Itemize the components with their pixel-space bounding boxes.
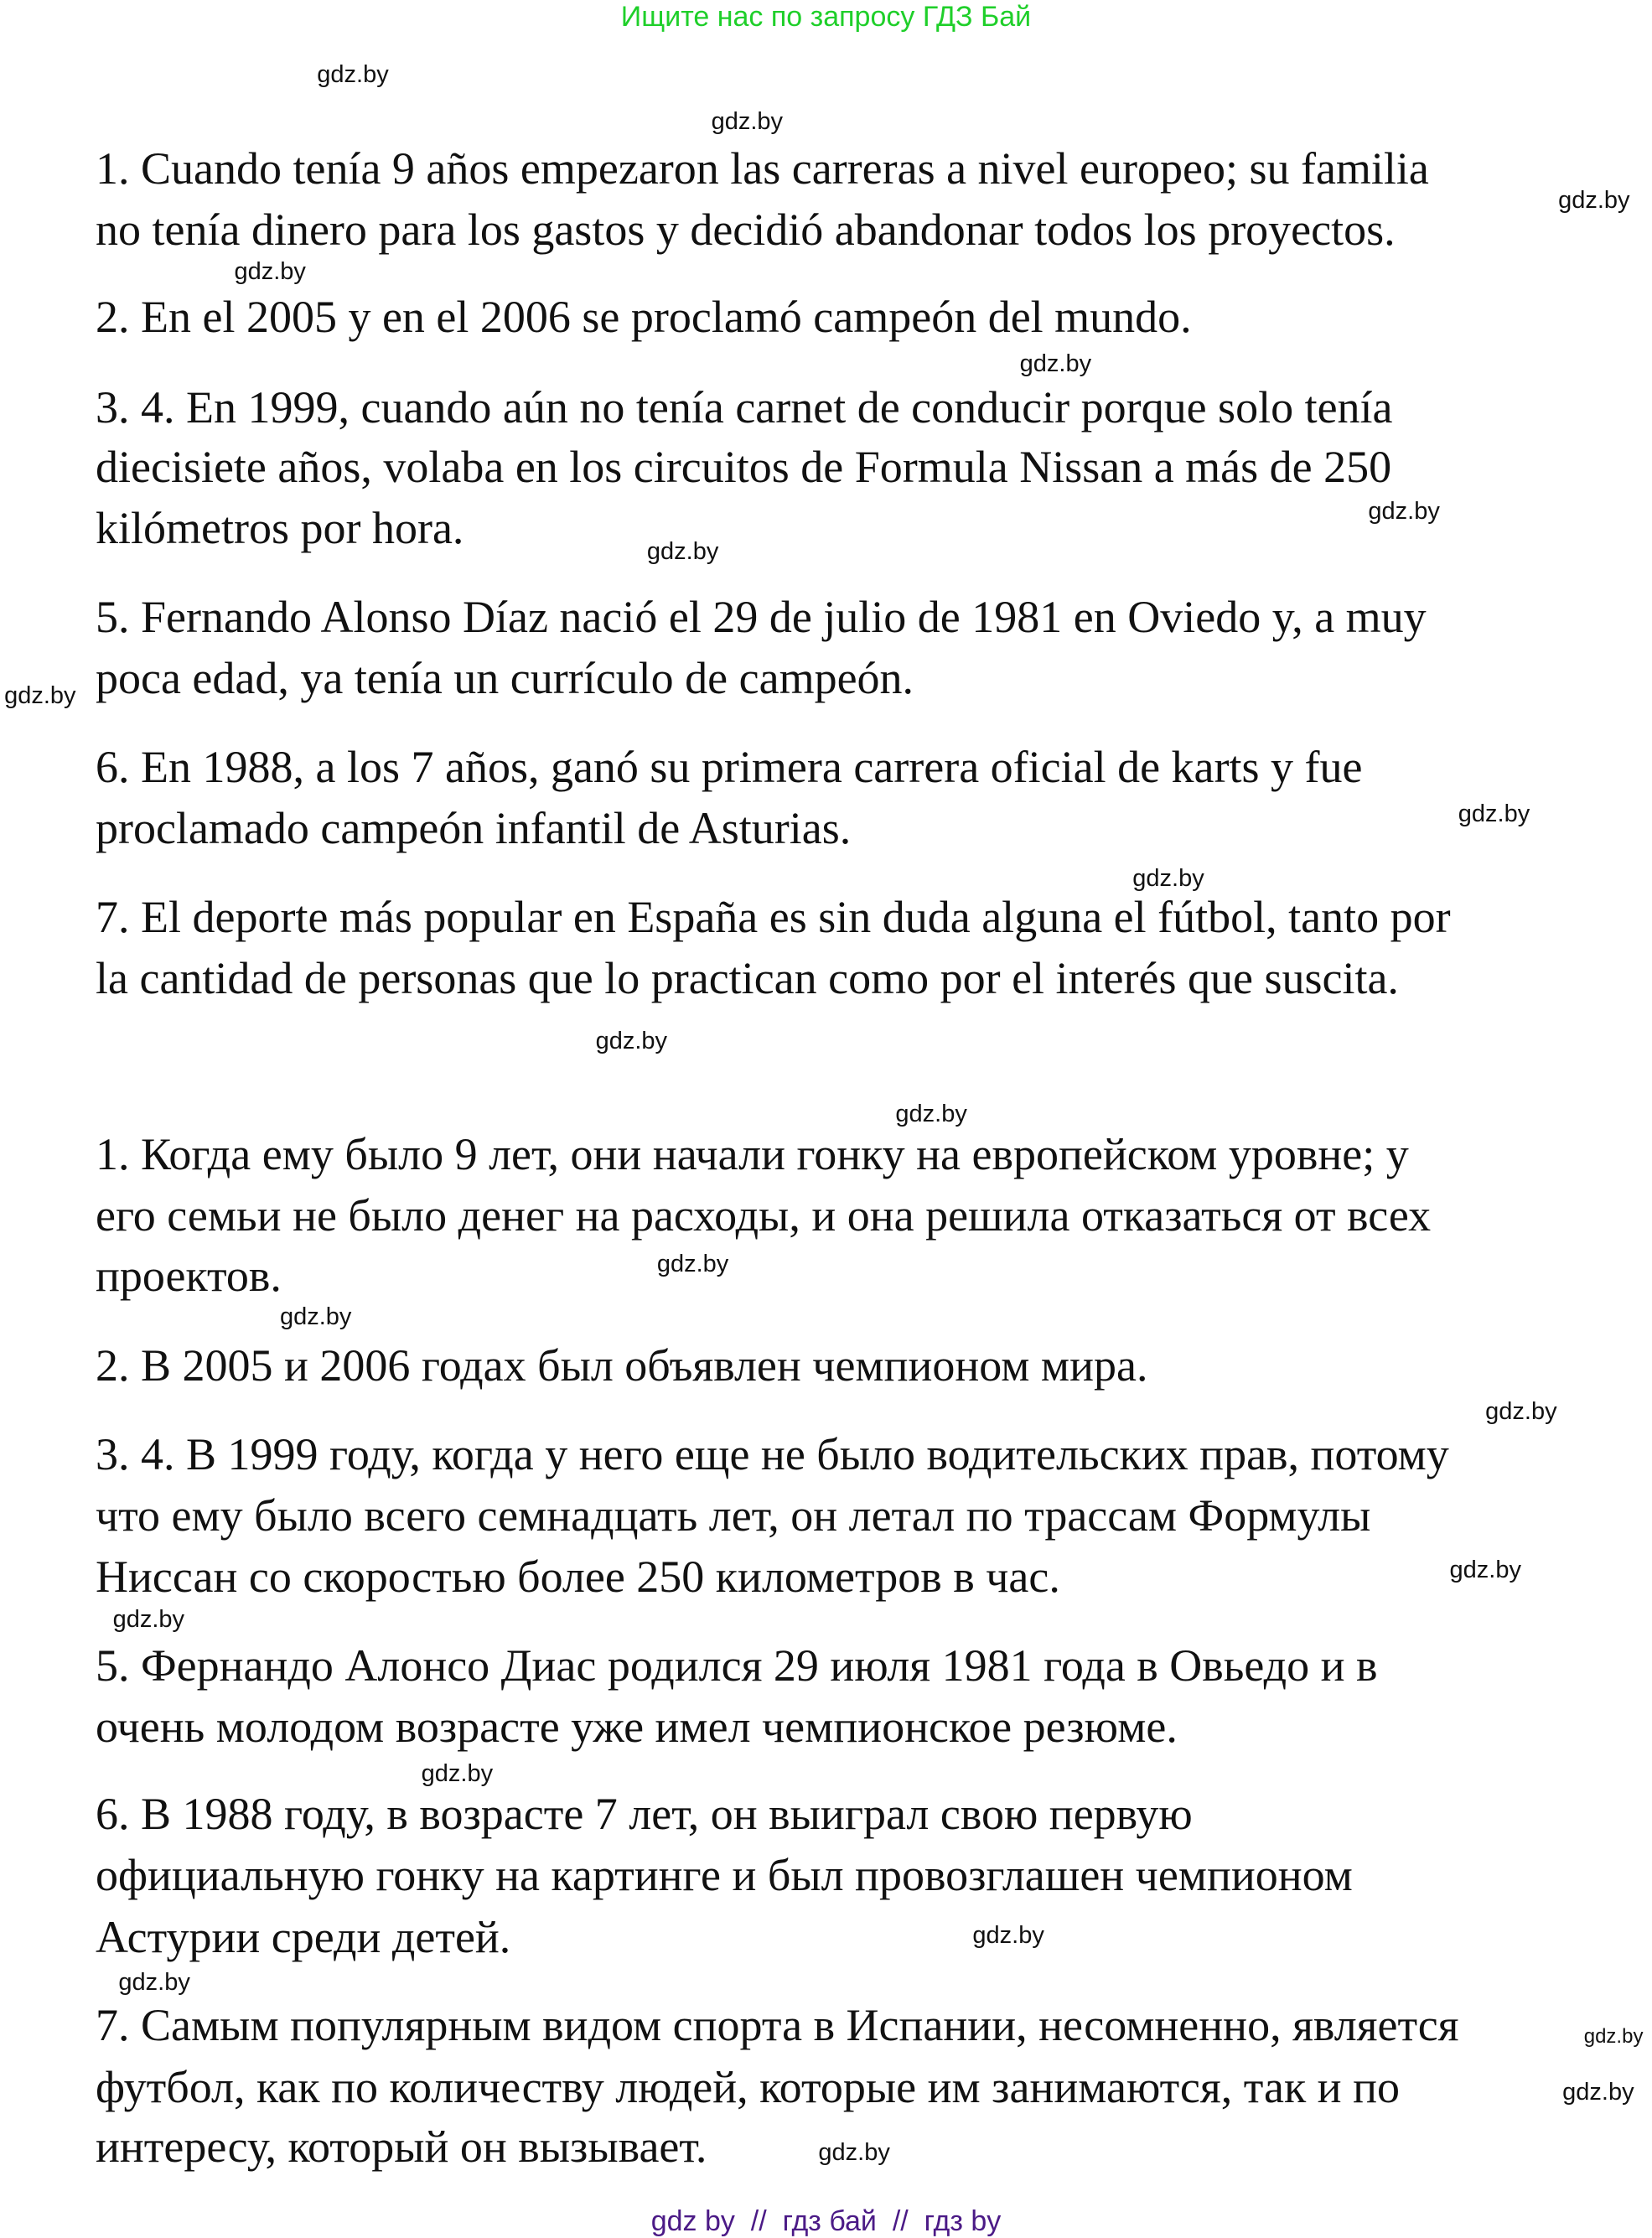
watermark: gdz.by bbox=[895, 1101, 967, 1128]
watermark: gdz.by bbox=[279, 1303, 352, 1331]
watermark: gdz.by bbox=[1449, 1556, 1521, 1583]
paragraph-10-line: 5. Фернандо Алонсо Диас родился 29 июля 1981 года в Овьедо и в bbox=[96, 1640, 1378, 1691]
paragraph-4-line: poca edad, ya tenía un currículo de campeón. bbox=[96, 653, 914, 704]
watermark: gdz.by bbox=[4, 681, 76, 709]
watermark: gdz.by bbox=[421, 1760, 494, 1788]
watermark: gdz.by bbox=[1132, 864, 1204, 892]
paragraph-4-line: 5. Fernando Alonso Díaz nació el 29 de julio de 1981 en Oviedo y, a muy bbox=[96, 592, 1427, 643]
footer-banner: gdz by // гдз бай // гдз by bbox=[650, 2205, 1002, 2237]
paragraph-9-line: 3. 4. В 1999 году, когда у него еще не было водительских прав, потому bbox=[96, 1428, 1449, 1479]
paragraph-12-line: 7. Самым популярным видом спорта в Испании, несомненно, является bbox=[96, 2000, 1459, 2051]
watermark: gdz.by bbox=[1458, 800, 1530, 828]
watermark: gdz.by bbox=[972, 1921, 1044, 1949]
watermark: gdz.by bbox=[595, 1028, 668, 1055]
paragraph-7-line: проектов. bbox=[96, 1250, 282, 1301]
paragraph-11-line: Астурии среди детей. bbox=[96, 1911, 511, 1962]
paragraph-3-line: 3. 4. En 1999, cuando aún no tenía carnet de conducir porque solo tenía bbox=[96, 381, 1393, 433]
paragraph-10-line: очень молодом возрасте уже имел чемпионское резюме. bbox=[96, 1702, 1178, 1753]
paragraph-5-line: 6. En 1988, a los 7 años, ganó su primera carrera oficial de karts y fue bbox=[96, 742, 1363, 793]
watermark: gdz.by bbox=[711, 107, 784, 135]
paragraph-1-line: 1. Cuando tenía 9 años empezaron las carreras a nivel europeo; su familia bbox=[96, 143, 1429, 194]
watermark: gdz.by bbox=[1019, 350, 1092, 378]
paragraph-6-line: 7. El deporte más popular en España es sin duda alguna el fútbol, tanto por bbox=[96, 891, 1451, 942]
paragraph-7-line: 1. Когда ему было 9 лет, они начали гонку на европейском уровне; у bbox=[96, 1128, 1409, 1179]
watermark: gdz.by bbox=[112, 1606, 185, 1634]
paragraph-1-line: no tenía dinero para los gastos y decidió abandonar todos los proyectos. bbox=[96, 205, 1396, 256]
watermark: gdz.by bbox=[317, 60, 389, 88]
paragraph-2-line: 2. En el 2005 y en el 2006 se proclamó campeón del mundo. bbox=[96, 292, 1192, 343]
paragraph-11-line: официальную гонку на картинге и был провозглашен чемпионом bbox=[96, 1850, 1353, 1901]
paragraph-3-line: diecisiete años, volaba en los circuitos de Formula Nissan a más de 250 bbox=[96, 442, 1392, 493]
paragraph-5-line: proclamado campeón infantil de Asturias. bbox=[96, 803, 852, 854]
watermark: gdz.by bbox=[118, 1969, 190, 1997]
watermark: gdz.by bbox=[1558, 186, 1630, 214]
paragraph-3-line: kilómetros por hora. bbox=[96, 503, 464, 554]
watermark: gdz.by bbox=[1583, 2025, 1644, 2049]
watermark: gdz.by bbox=[646, 537, 719, 565]
paragraph-12-line: футбол, как по количеству людей, которые им занимаются, так и по bbox=[96, 2061, 1400, 2112]
header-banner: Ищите нас по запросу ГДЗ Бай bbox=[620, 1, 1032, 33]
watermark: gdz.by bbox=[234, 257, 306, 285]
paragraph-12-line: интересу, который он вызывает. bbox=[96, 2121, 707, 2173]
paragraph-7-line: его семьи не было денег на расходы, и она решила отказаться от всех bbox=[96, 1190, 1432, 1241]
watermark: gdz.by bbox=[1562, 2079, 1634, 2106]
paragraph-9-line: Ниссан со скоростью более 250 километров в час. bbox=[96, 1552, 1060, 1603]
paragraph-9-line: что ему было всего семнадцать лет, он летал по трассам Формулы bbox=[96, 1489, 1371, 1541]
paragraph-8-line: 2. В 2005 и 2006 годах был объявлен чемпионом мира. bbox=[96, 1340, 1148, 1391]
watermark: gdz.by bbox=[1485, 1397, 1557, 1425]
paragraph-11-line: 6. В 1988 году, в возрасте 7 лет, он выиграл свою первую bbox=[96, 1789, 1193, 1840]
watermark: gdz.by bbox=[1368, 497, 1440, 525]
paragraph-6-line: la cantidad de personas que lo practican como por el interés que suscita. bbox=[96, 953, 1399, 1004]
watermark: gdz.by bbox=[656, 1251, 729, 1277]
watermark: gdz.by bbox=[818, 2138, 890, 2166]
